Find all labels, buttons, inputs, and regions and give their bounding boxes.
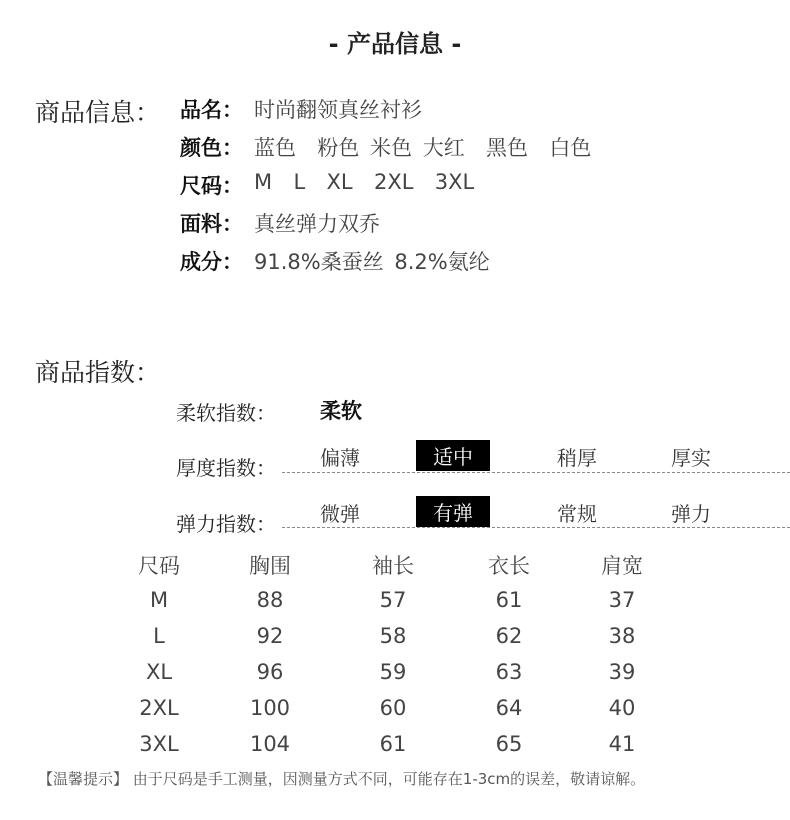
size-table-cell: 65 xyxy=(495,732,523,756)
field-value-color: 蓝色 粉色 米色 大红 黑色 白色 xyxy=(254,136,592,160)
size-table-cell: 38 xyxy=(608,624,636,648)
softness-value: 柔软 xyxy=(320,399,362,423)
measurement-note: 【温馨提示】 由于尺码是手工测量，因测量方式不同，可能存在1-3cm的误差，敬请谅解。 xyxy=(38,770,646,788)
field-value-name: 时尚翻领真丝衬衫 xyxy=(254,98,422,122)
size-table-cell: 92 xyxy=(256,624,284,648)
field-label-size: 尺码： xyxy=(180,174,243,198)
field-value-composition: 91.8%桑蚕丝 8.2%氨纶 xyxy=(254,250,490,274)
page-title: - 产品信息 - xyxy=(328,30,462,58)
product-index-section-title: 商品指数： xyxy=(35,358,161,387)
thickness-label: 厚度指数： xyxy=(176,456,276,480)
size-table-cell: 37 xyxy=(608,588,636,612)
elasticity-option-elastic-selected: 有弹 xyxy=(416,496,490,527)
size-table-cell: 61 xyxy=(495,588,523,612)
size-table-cell: 58 xyxy=(379,624,407,648)
size-table-cell: 57 xyxy=(379,588,407,612)
elasticity-option-regular: 常规 xyxy=(557,502,597,526)
size-table-header: 肩宽 xyxy=(601,554,643,578)
thickness-option-thick: 厚实 xyxy=(671,446,711,470)
size-table-cell: 39 xyxy=(608,660,636,684)
size-table-cell: M xyxy=(149,588,169,612)
size-table-cell: 96 xyxy=(256,660,284,684)
size-table-cell: 3XL xyxy=(139,732,179,756)
thickness-option-slightly-thick: 稍厚 xyxy=(557,446,597,470)
size-table-cell: 41 xyxy=(608,732,636,756)
size-table-header: 衣长 xyxy=(488,554,530,578)
size-table-header: 胸围 xyxy=(249,554,291,578)
size-table-cell: 100 xyxy=(249,696,291,720)
field-value-fabric: 真丝弹力双乔 xyxy=(254,212,380,236)
size-table-cell: 64 xyxy=(495,696,523,720)
size-table-cell: 104 xyxy=(249,732,291,756)
product-info-section-title: 商品信息： xyxy=(35,98,161,127)
thickness-option-thin: 偏薄 xyxy=(320,446,360,470)
field-label-fabric: 面料： xyxy=(180,212,243,236)
elasticity-option-slight: 微弹 xyxy=(320,502,360,526)
size-table-cell: 2XL xyxy=(139,696,179,720)
size-table-cell: L xyxy=(153,624,165,648)
size-table-cell: 62 xyxy=(495,624,523,648)
thickness-option-medium-selected: 适中 xyxy=(416,440,490,471)
field-label-composition: 成分： xyxy=(180,250,243,274)
size-table-cell: 40 xyxy=(608,696,636,720)
elasticity-label: 弹力指数： xyxy=(176,512,276,536)
field-label-name: 品名： xyxy=(180,98,243,122)
elasticity-divider xyxy=(282,527,790,528)
size-table-header: 袖长 xyxy=(372,554,414,578)
field-value-size: M L XL 2XL 3XL xyxy=(254,170,475,194)
softness-label: 柔软指数： xyxy=(176,401,276,425)
size-table-header: 尺码 xyxy=(138,554,180,578)
size-table-cell: 59 xyxy=(379,660,407,684)
size-table-cell: XL xyxy=(145,660,173,684)
size-table-cell: 63 xyxy=(495,660,523,684)
field-label-color: 颜色： xyxy=(180,136,243,160)
size-table-cell: 61 xyxy=(379,732,407,756)
size-table-cell: 88 xyxy=(256,588,284,612)
thickness-divider xyxy=(282,472,790,473)
elasticity-option-stretch: 弹力 xyxy=(671,502,711,526)
size-table-cell: 60 xyxy=(379,696,407,720)
